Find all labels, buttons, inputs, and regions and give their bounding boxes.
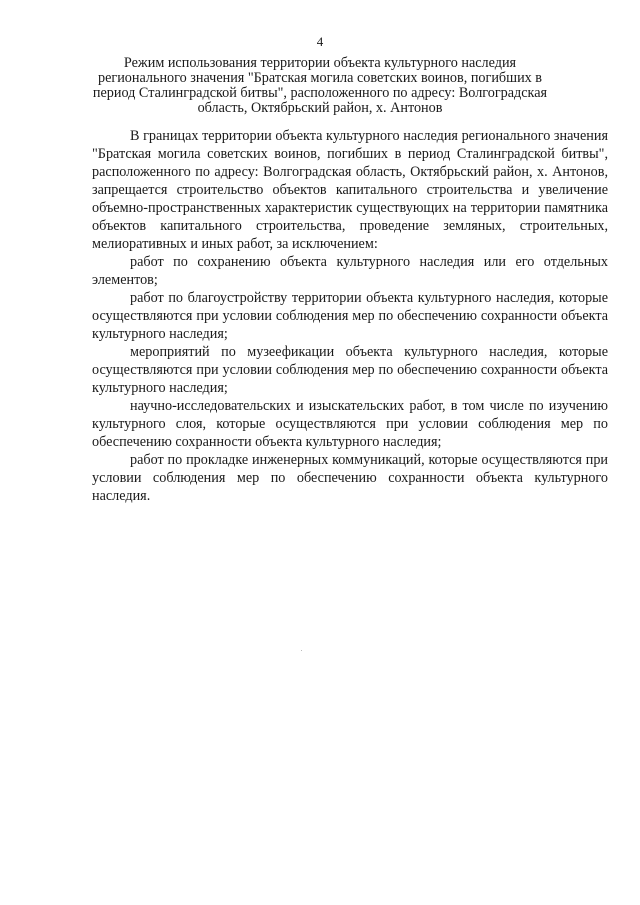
scan-speck <box>301 650 302 651</box>
paragraph-exception-5: работ по прокладке инженерных коммуникаций, которые осуществляются при условии соблюдения мер по обеспечению сохранности объекта культурного наследия. <box>92 452 608 504</box>
paragraph-intro: В границах территории объекта культурного наследия регионального значения "Братская могила советских воинов, погибших в период Сталинградской битвы", расположенного по адресу: Волгоградская область, Октябрьский район, х. Антонов, запрещается строительство объектов капитального строительства и увеличение объемно-пространственных характеристик существующих на территории памятника объектов капитального строительства, проведение земляных, строительных, мелиоративных и иных работ, за исключением: <box>92 128 608 252</box>
paragraph-exception-2: работ по благоустройству территории объекта культурного наследия, которые осуществляются при условии соблюдения мер по обеспечению сохранности объекта культурного наследия; <box>92 290 608 342</box>
paragraph-exception-3: мероприятий по музеефикации объекта культурного наследия, которые осуществляются при условии соблюдения мер по обеспечению сохранности объекта культурного наследия; <box>92 344 608 396</box>
document-body <box>92 127 608 505</box>
document-title: Режим использования территории объекта культурного наследия регионального значения "Братская могила советских воинов, погибших в период Сталинградской битвы", расположенного по адресу: Волгоградская область, Октябрьский район, х. Антонов <box>92 55 548 116</box>
page-number: 4 <box>316 34 324 49</box>
paragraph-exception-4: научно-исследовательских и изыскательских работ, в том числе по изучению культурного слоя, которые осуществляются при условии соблюдения мер по обеспечению сохранности объекта культурного наследия; <box>92 398 608 450</box>
paragraph-exception-1: работ по сохранению объекта культурного наследия или его отдельных элементов; <box>92 254 608 288</box>
